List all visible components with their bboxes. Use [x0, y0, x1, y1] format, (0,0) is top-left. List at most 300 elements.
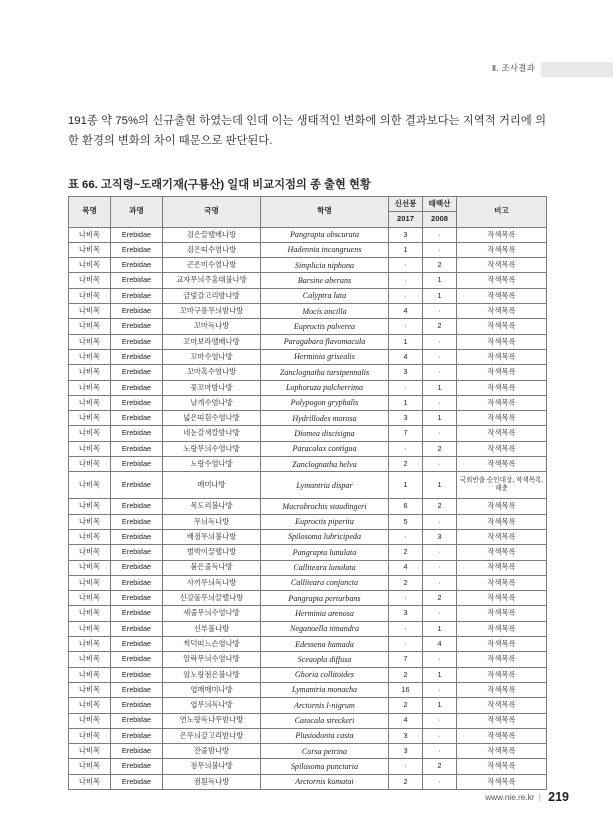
cell-order: 나비목 — [69, 621, 111, 636]
page-footer — [485, 790, 569, 804]
th-scientific-name: 학명 — [261, 197, 389, 228]
cell-family: Erebidae — [111, 667, 163, 682]
cell-scientific-name: Diomea discisigna — [261, 426, 389, 441]
cell-scientific-name: Euproctis pulverea — [261, 319, 389, 334]
cell-survey-count: · — [389, 637, 423, 652]
th-survey-site: 신선봉 — [389, 197, 423, 212]
cell-family: Erebidae — [111, 457, 163, 472]
cell-korean-name: 잔줄밤나방 — [163, 744, 261, 759]
cell-note: 작색목록 — [457, 621, 547, 636]
cell-scientific-name: Spilosoma lubricipeda — [261, 529, 389, 544]
cell-order: 나비목 — [69, 667, 111, 682]
table-row — [69, 698, 547, 713]
cell-order: 나비목 — [69, 698, 111, 713]
cell-order: 나비목 — [69, 258, 111, 273]
cell-endemic-count: · — [423, 334, 457, 349]
cell-survey-count: · — [389, 288, 423, 303]
cell-korean-name: 꼬마혹수염나방 — [163, 365, 261, 380]
cell-family: Erebidae — [111, 499, 163, 514]
cell-order: 나비목 — [69, 472, 111, 499]
cell-endemic-count: · — [423, 682, 457, 697]
cell-survey-count: 7 — [389, 426, 423, 441]
th-endemic-site: 태백산 — [423, 197, 457, 212]
cell-scientific-name: Herminia grisealis — [261, 349, 389, 364]
species-table — [68, 196, 547, 790]
cell-family: Erebidae — [111, 744, 163, 759]
cell-order: 나비목 — [69, 713, 111, 728]
cell-order: 나비목 — [69, 744, 111, 759]
cell-family: Erebidae — [111, 365, 163, 380]
th-order: 목명 — [69, 197, 111, 228]
table-row — [69, 744, 547, 759]
cell-korean-name: 알락무늬수염나방 — [163, 652, 261, 667]
cell-endemic-count: · — [423, 304, 457, 319]
cell-survey-count: · — [389, 441, 423, 456]
cell-korean-name: 날개수염나방 — [163, 395, 261, 410]
cell-survey-count: 1 — [389, 242, 423, 257]
cell-korean-name: 검은띠수염나방 — [163, 242, 261, 257]
table-row — [69, 365, 547, 380]
cell-korean-name: 점흰독나방 — [163, 774, 261, 789]
cell-scientific-name: Euproctis piperita — [261, 514, 389, 529]
table-row — [69, 560, 547, 575]
cell-endemic-count: 1 — [423, 621, 457, 636]
cell-korean-name: 검은끌땔배나방 — [163, 227, 261, 242]
cell-korean-name: 엽무늬독나방 — [163, 698, 261, 713]
cell-family: Erebidae — [111, 334, 163, 349]
table-row — [69, 380, 547, 395]
table-row — [69, 667, 547, 682]
table-row — [69, 395, 547, 410]
cell-endemic-count: · — [423, 242, 457, 257]
cell-note: 작색목록 — [457, 575, 547, 590]
cell-family: Erebidae — [111, 774, 163, 789]
cell-korean-name: 엽매매미나방 — [163, 682, 261, 697]
table-row — [69, 637, 547, 652]
cell-survey-count: 6 — [389, 499, 423, 514]
cell-note: 작색목록 — [457, 273, 547, 288]
table-row — [69, 545, 547, 560]
cell-note: 작색목록 — [457, 242, 547, 257]
table-row — [69, 227, 547, 242]
cell-scientific-name: Pangrapta lunulata — [261, 545, 389, 560]
cell-scientific-name: Paracolax contigua — [261, 441, 389, 456]
cell-endemic-count: · — [423, 514, 457, 529]
cell-korean-name: 꽃꼬마밤나방 — [163, 380, 261, 395]
cell-survey-count: 3 — [389, 365, 423, 380]
cell-korean-name: 신갈물무늬끌땔나방 — [163, 591, 261, 606]
table-row — [69, 606, 547, 621]
cell-note: 작색목록 — [457, 606, 547, 621]
cell-survey-count: · — [389, 529, 423, 544]
cell-note: 작색목록 — [457, 744, 547, 759]
cell-scientific-name: Hadennia incongruens — [261, 242, 389, 257]
table-row — [69, 411, 547, 426]
cell-note: 국외반출 승인대상, 작색목록,해충 — [457, 472, 547, 499]
table-row — [69, 273, 547, 288]
cell-family: Erebidae — [111, 380, 163, 395]
cell-endemic-count: · — [423, 575, 457, 590]
cell-note: 작색목록 — [457, 529, 547, 544]
cell-scientific-name: Spilosoma punctaria — [261, 759, 389, 774]
cell-endemic-count: 2 — [423, 591, 457, 606]
cell-scientific-name: Arctornis kumatai — [261, 774, 389, 789]
table-row — [69, 441, 547, 456]
cell-note: 작색목록 — [457, 227, 547, 242]
cell-survey-count: · — [389, 591, 423, 606]
cell-korean-name: 네눈갈색칼밤나방 — [163, 426, 261, 441]
cell-scientific-name: Lophoruza pulcherrima — [261, 380, 389, 395]
cell-note: 작색목록 — [457, 426, 547, 441]
cell-korean-name: 꼬마수염나방 — [163, 349, 261, 364]
cell-endemic-count: 1 — [423, 288, 457, 303]
cell-order: 나비목 — [69, 529, 111, 544]
cell-family: Erebidae — [111, 304, 163, 319]
page-number: 219 — [548, 790, 569, 804]
cell-note: 작색목록 — [457, 349, 547, 364]
cell-family: Erebidae — [111, 560, 163, 575]
cell-family: Erebidae — [111, 591, 163, 606]
cell-note: 작색목록 — [457, 774, 547, 789]
cell-endemic-count: · — [423, 652, 457, 667]
cell-scientific-name: Ghoria collitoides — [261, 667, 389, 682]
cell-scientific-name: Zanclognatha helva — [261, 457, 389, 472]
cell-survey-count: · — [389, 380, 423, 395]
cell-korean-name: 꼬마보라땔배나방 — [163, 334, 261, 349]
cell-family: Erebidae — [111, 273, 163, 288]
cell-endemic-count: 1 — [423, 667, 457, 682]
table-row — [69, 621, 547, 636]
cell-survey-count: 2 — [389, 545, 423, 560]
cell-endemic-count: 3 — [423, 529, 457, 544]
cell-order: 나비목 — [69, 606, 111, 621]
cell-note: 작색목록 — [457, 258, 547, 273]
cell-survey-count: · — [389, 258, 423, 273]
table-header-row-1 — [69, 197, 547, 212]
footer-site: www.nie.re.kr — [485, 793, 535, 802]
cell-korean-name: 연노랑독나무밤나방 — [163, 713, 261, 728]
th-survey-year: 2017 — [389, 212, 423, 227]
cell-family: Erebidae — [111, 426, 163, 441]
cell-endemic-count: 2 — [423, 319, 457, 334]
cell-order: 나비목 — [69, 334, 111, 349]
cell-note: 작색목록 — [457, 637, 547, 652]
th-endemic-year: 2008 — [423, 212, 457, 227]
cell-scientific-name: Paragabara flavomacula — [261, 334, 389, 349]
cell-family: Erebidae — [111, 575, 163, 590]
cell-korean-name: 넓은띠흰수염나방 — [163, 411, 261, 426]
cell-note: 작색목록 — [457, 441, 547, 456]
cell-korean-name: 별박이끌땔나방 — [163, 545, 261, 560]
cell-survey-count: 4 — [389, 349, 423, 364]
cell-order: 나비목 — [69, 514, 111, 529]
cell-endemic-count: · — [423, 560, 457, 575]
cell-note: 작색목록 — [457, 728, 547, 743]
cell-survey-count: 2 — [389, 774, 423, 789]
table-row — [69, 472, 547, 499]
cell-note: 작색목록 — [457, 288, 547, 303]
cell-endemic-count: · — [423, 728, 457, 743]
cell-survey-count: · — [389, 319, 423, 334]
th-korean-name: 국명 — [163, 197, 261, 228]
cell-family: Erebidae — [111, 606, 163, 621]
cell-survey-count: 3 — [389, 606, 423, 621]
table-row — [69, 713, 547, 728]
body-paragraph: 191종 약 75%의 신규출현 하였는데 인데 이는 생태적인 변화에 의한 결과보다는 지역적 거리에 의한 환경의 변화의 차이 때문으로 판단된다. — [68, 115, 546, 147]
cell-order: 나비목 — [69, 242, 111, 257]
cell-endemic-count: 2 — [423, 258, 457, 273]
table-row — [69, 319, 547, 334]
header-section-title: Ⅱ. 조사결과 — [491, 63, 535, 73]
cell-korean-name: 꼬마독나방 — [163, 319, 261, 334]
cell-order: 나비목 — [69, 441, 111, 456]
cell-family: Erebidae — [111, 411, 163, 426]
cell-scientific-name: Corsa petrina — [261, 744, 389, 759]
cell-family: Erebidae — [111, 529, 163, 544]
footer-separator: | — [538, 793, 541, 802]
cell-family: Erebidae — [111, 227, 163, 242]
cell-survey-count: 3 — [389, 411, 423, 426]
cell-family: Erebidae — [111, 682, 163, 697]
cell-korean-name: 세줄무늬수염나방 — [163, 606, 261, 621]
table-row — [69, 499, 547, 514]
cell-note: 작색목록 — [457, 395, 547, 410]
cell-survey-count: · — [389, 621, 423, 636]
cell-korean-name: 교자무늬주홍태불나방 — [163, 273, 261, 288]
cell-endemic-count: · — [423, 457, 457, 472]
cell-korean-name: 사끼무늬독나방 — [163, 575, 261, 590]
cell-survey-count: 5 — [389, 514, 423, 529]
cell-scientific-name: Edessena hamada — [261, 637, 389, 652]
cell-family: Erebidae — [111, 472, 163, 499]
cell-order: 나비목 — [69, 411, 111, 426]
cell-korean-name: 무늬독나방 — [163, 514, 261, 529]
cell-endemic-count: · — [423, 774, 457, 789]
cell-korean-name: 썩덕띠느슨염나방 — [163, 637, 261, 652]
cell-endemic-count: 1 — [423, 411, 457, 426]
cell-survey-count: 16 — [389, 682, 423, 697]
table-row — [69, 682, 547, 697]
cell-scientific-name: Barsine aberans — [261, 273, 389, 288]
cell-family: Erebidae — [111, 242, 163, 257]
cell-note: 작색목록 — [457, 698, 547, 713]
cell-family: Erebidae — [111, 728, 163, 743]
cell-scientific-name: Herminia arenosa — [261, 606, 389, 621]
table-row — [69, 258, 547, 273]
cell-scientific-name: Calliteara conjuncta — [261, 575, 389, 590]
cell-survey-count: 2 — [389, 457, 423, 472]
cell-endemic-count: 1 — [423, 472, 457, 499]
cell-scientific-name: Pangrapta perturbans — [261, 591, 389, 606]
cell-endemic-count: 1 — [423, 698, 457, 713]
cell-scientific-name: Lymantria dispar — [261, 472, 389, 499]
table-row — [69, 288, 547, 303]
th-note: 비고 — [457, 197, 547, 228]
cell-order: 나비목 — [69, 682, 111, 697]
cell-endemic-count: · — [423, 606, 457, 621]
cell-scientific-name: Calyptra lata — [261, 288, 389, 303]
cell-order: 나비목 — [69, 499, 111, 514]
cell-note: 작색목록 — [457, 682, 547, 697]
table-row — [69, 304, 547, 319]
cell-survey-count: 2 — [389, 575, 423, 590]
cell-note: 작색목록 — [457, 334, 547, 349]
cell-endemic-count: 1 — [423, 380, 457, 395]
table-row — [69, 759, 547, 774]
cell-korean-name: 매미나방 — [163, 472, 261, 499]
cell-korean-name: 목도리불나방 — [163, 499, 261, 514]
cell-note: 작색목록 — [457, 591, 547, 606]
cell-endemic-count: · — [423, 395, 457, 410]
cell-scientific-name: Plusiodonta casta — [261, 728, 389, 743]
header-band — [541, 62, 613, 77]
cell-korean-name: 금빛갈고리밤나방 — [163, 288, 261, 303]
cell-order: 나비목 — [69, 457, 111, 472]
cell-note: 작색목록 — [457, 514, 547, 529]
cell-scientific-name: Mocis ancilla — [261, 304, 389, 319]
table-caption: 표 66. 고직령~도래기재(구룡산) 일대 비교지점의 종 출현 현황 — [68, 179, 371, 191]
cell-order: 나비목 — [69, 575, 111, 590]
cell-endemic-count: · — [423, 713, 457, 728]
cell-endemic-count: · — [423, 426, 457, 441]
cell-endemic-count: 1 — [423, 273, 457, 288]
cell-survey-count: 4 — [389, 560, 423, 575]
cell-note: 작색목록 — [457, 652, 547, 667]
cell-order: 나비목 — [69, 774, 111, 789]
cell-order: 나비목 — [69, 426, 111, 441]
cell-scientific-name: Sceaopla diffusa — [261, 652, 389, 667]
cell-note: 작색목록 — [457, 759, 547, 774]
cell-survey-count: 4 — [389, 713, 423, 728]
cell-order: 나비목 — [69, 395, 111, 410]
table-row — [69, 774, 547, 789]
cell-korean-name: 노랑무늬수염나방 — [163, 441, 261, 456]
cell-korean-name: 곤은미수염나방 — [163, 258, 261, 273]
cell-survey-count: 7 — [389, 652, 423, 667]
cell-scientific-name: Lymantria monacha — [261, 682, 389, 697]
table-row — [69, 728, 547, 743]
cell-note: 작색목록 — [457, 499, 547, 514]
cell-family: Erebidae — [111, 759, 163, 774]
cell-survey-count: 2 — [389, 698, 423, 713]
cell-korean-name: 은무늬갈고리밤나방 — [163, 728, 261, 743]
cell-scientific-name: Arctornis l-nigrum — [261, 698, 389, 713]
cell-survey-count: 1 — [389, 395, 423, 410]
cell-order: 나비목 — [69, 319, 111, 334]
table-row — [69, 334, 547, 349]
cell-family: Erebidae — [111, 441, 163, 456]
cell-note: 작색목록 — [457, 667, 547, 682]
cell-note: 작색목록 — [457, 713, 547, 728]
cell-endemic-count: 2 — [423, 441, 457, 456]
cell-korean-name: 점무늬불나방 — [163, 759, 261, 774]
table-row — [69, 349, 547, 364]
cell-scientific-name: Catocala streckeri — [261, 713, 389, 728]
cell-note: 작색목록 — [457, 304, 547, 319]
cell-korean-name: 신부불나방 — [163, 621, 261, 636]
cell-scientific-name: Zanclognatha tarsipennalis — [261, 365, 389, 380]
cell-endemic-count: · — [423, 545, 457, 560]
table-row — [69, 529, 547, 544]
cell-order: 나비목 — [69, 759, 111, 774]
cell-family: Erebidae — [111, 288, 163, 303]
cell-survey-count: 3 — [389, 227, 423, 242]
table-row — [69, 426, 547, 441]
cell-note: 작색목록 — [457, 380, 547, 395]
cell-scientific-name: Neganoella timandra — [261, 621, 389, 636]
cell-order: 나비목 — [69, 349, 111, 364]
cell-scientific-name: Simplicia niphona — [261, 258, 389, 273]
cell-family: Erebidae — [111, 258, 163, 273]
cell-survey-count: · — [389, 273, 423, 288]
cell-survey-count: 3 — [389, 728, 423, 743]
cell-endemic-count: · — [423, 227, 457, 242]
cell-order: 나비목 — [69, 304, 111, 319]
cell-order: 나비목 — [69, 227, 111, 242]
cell-order: 나비목 — [69, 365, 111, 380]
cell-family: Erebidae — [111, 319, 163, 334]
table-row — [69, 575, 547, 590]
cell-korean-name: 노랑수염나방 — [163, 457, 261, 472]
table-row — [69, 457, 547, 472]
cell-survey-count: 1 — [389, 334, 423, 349]
cell-note: 작색목록 — [457, 365, 547, 380]
cell-korean-name: 붉은줄독나방 — [163, 560, 261, 575]
table-row — [69, 591, 547, 606]
cell-order: 나비목 — [69, 652, 111, 667]
cell-survey-count: 2 — [389, 667, 423, 682]
cell-endemic-count: · — [423, 349, 457, 364]
cell-endemic-count: 2 — [423, 759, 457, 774]
cell-order: 나비목 — [69, 591, 111, 606]
th-family: 과명 — [111, 197, 163, 228]
cell-order: 나비목 — [69, 273, 111, 288]
species-table-wrapper — [68, 196, 546, 790]
cell-note: 작색목록 — [457, 457, 547, 472]
cell-note: 작색목록 — [457, 411, 547, 426]
cell-survey-count: · — [389, 759, 423, 774]
cell-endemic-count: · — [423, 365, 457, 380]
cell-endemic-count: 2 — [423, 499, 457, 514]
cell-order: 나비목 — [69, 288, 111, 303]
cell-family: Erebidae — [111, 637, 163, 652]
cell-family: Erebidae — [111, 652, 163, 667]
cell-note: 작색목록 — [457, 545, 547, 560]
cell-family: Erebidae — [111, 698, 163, 713]
table-row — [69, 514, 547, 529]
table-row — [69, 652, 547, 667]
cell-family: Erebidae — [111, 514, 163, 529]
cell-scientific-name: Pangrapta obscurata — [261, 227, 389, 242]
cell-order: 나비목 — [69, 637, 111, 652]
cell-order: 나비목 — [69, 728, 111, 743]
cell-korean-name: 꼬마구름무늬밤나방 — [163, 304, 261, 319]
cell-family: Erebidae — [111, 621, 163, 636]
cell-korean-name: 암노랑점은불나방 — [163, 667, 261, 682]
cell-family: Erebidae — [111, 395, 163, 410]
cell-order: 나비목 — [69, 545, 111, 560]
table-row — [69, 242, 547, 257]
cell-family: Erebidae — [111, 349, 163, 364]
cell-scientific-name: Polypogon gryphalis — [261, 395, 389, 410]
cell-order: 나비목 — [69, 560, 111, 575]
cell-endemic-count: · — [423, 744, 457, 759]
cell-family: Erebidae — [111, 713, 163, 728]
species-table-body — [69, 227, 547, 789]
cell-korean-name: 배점무늬불나방 — [163, 529, 261, 544]
cell-survey-count: 3 — [389, 744, 423, 759]
cell-scientific-name: Hydrillodes morosa — [261, 411, 389, 426]
